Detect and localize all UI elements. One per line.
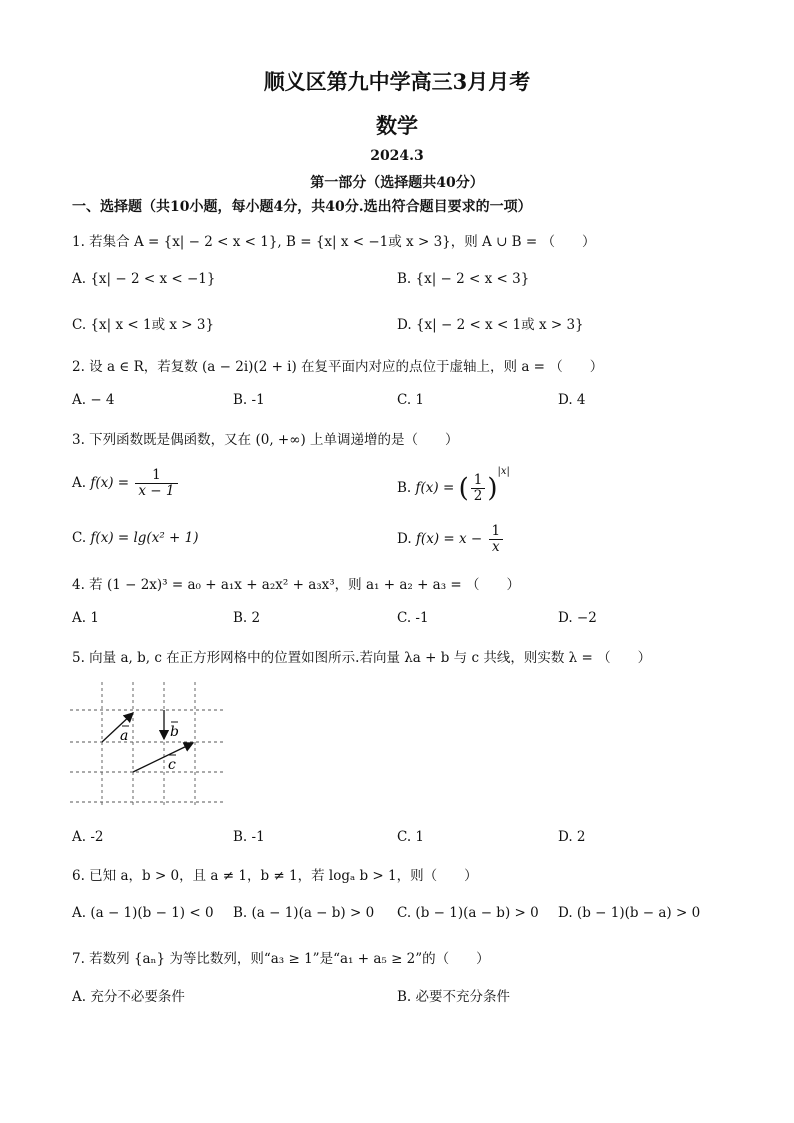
denominator: x − 1 [138, 482, 175, 499]
vector-grid-figure [70, 680, 230, 810]
question-6-option-d: D. (b − 1)(b − a) > 0 [558, 905, 701, 921]
question-7-stem: 7. 若数列 {aₙ} 为等比数列，则“a₃ ≥ 1”是“a₁ + a₅ ≥ 2”的（ ） [72, 951, 490, 967]
question-5-option-c: C. 1 [397, 829, 425, 845]
formula-lhs: f(x) = x − [415, 530, 483, 547]
fraction [471, 473, 486, 504]
question-7-option-a: A. 充分不必要条件 [72, 989, 185, 1005]
denominator: x [491, 538, 500, 555]
question-1-option-c: C. {x| x < 1或 x > 3} [72, 317, 215, 333]
question-6-option-a: A. (a − 1)(b − 1) < 0 [72, 905, 214, 921]
formula-lhs: f(x) = [90, 474, 130, 491]
question-7-option-b: B. 必要不充分条件 [397, 989, 511, 1005]
question-2-option-c: C. 1 [397, 392, 425, 408]
option-label: B. [397, 480, 412, 496]
question-5-option-b: B. -1 [233, 829, 265, 845]
question-2-option-a: A. − 4 [72, 392, 115, 408]
option-label: C. [72, 530, 87, 546]
label-a: a [120, 728, 129, 744]
question-5-option-a: A. -2 [72, 829, 104, 845]
numerator: 1 [135, 468, 177, 484]
denominator: 2 [473, 488, 483, 504]
question-6-stem: 6. 已知 a，b > 0，且 a ≠ 1，b ≠ 1，若 logₐ b > 1，则（ ） [72, 868, 478, 884]
right-paren: ) [487, 473, 498, 504]
exam-date: 2024.3 [370, 148, 424, 164]
question-3-stem: 3. 下列函数既是偶函数，又在 (0, +∞) 上单调递增的是（ ） [72, 432, 459, 448]
question-6-option-c: C. (b − 1)(a − b) > 0 [397, 905, 539, 921]
question-5-option-d: D. 2 [558, 829, 586, 845]
left-paren: ( [458, 473, 469, 504]
question-4-stem: 4. 若 (1 − 2x)³ = a₀ + a₁x + a₂x² + a₃x³，则 a₁ + a₂ + a₃ = （ ） [72, 577, 521, 593]
question-3-option-a [72, 468, 180, 499]
question-4-option-d: D. −2 [558, 610, 597, 626]
option-label: D. [397, 530, 412, 547]
fraction [489, 524, 504, 555]
question-4-option-b: B. 2 [233, 610, 261, 626]
fraction [135, 468, 177, 499]
question-2-stem: 2. 设 a ∈ R，若复数 (a − 2i)(2 + i) 在复平面内对应的点位于虚轴上，则 a = （ ） [72, 359, 604, 375]
numerator: 1 [489, 524, 504, 540]
exam-subject: 数学 [376, 113, 418, 138]
label-b: b [170, 724, 179, 740]
question-2-option-b: B. -1 [233, 392, 265, 408]
question-1-option-a: A. {x| − 2 < x < −1} [72, 271, 216, 287]
question-3-option-c [72, 530, 198, 546]
label-c: c [168, 757, 176, 773]
question-5-stem: 5. 向量 a, b, c 在正方形网格中的位置如图所示.若向量 λa + b 与 c 共线，则实数 λ = （ ） [72, 650, 652, 666]
exam-title: 顺义区第九中学高三3月月考 [263, 69, 531, 94]
formula-lhs: f(x) = [415, 480, 455, 496]
section-heading: 一、选择题（共10小题，每小题4分，共40分.选出符合题目要求的一项） [72, 199, 532, 215]
formula: f(x) = lg(x² + 1) [90, 530, 199, 546]
question-4-option-a: A. 1 [72, 610, 99, 626]
numerator: 1 [471, 473, 486, 489]
question-2-option-d: D. 4 [558, 392, 586, 408]
question-1-option-d: D. {x| − 2 < x < 1或 x > 3} [397, 317, 584, 333]
question-1-option-b: B. {x| − 2 < x < 3} [397, 271, 530, 287]
question-6-option-b: B. (a − 1)(a − b) > 0 [233, 905, 375, 921]
exam-part: 第一部分（选择题共40分） [310, 175, 484, 191]
option-label: A. [72, 474, 87, 491]
vector-c [133, 743, 193, 772]
question-3-option-d [397, 524, 505, 555]
question-4-option-c: C. -1 [397, 610, 429, 626]
exponent: |x| [497, 466, 510, 477]
question-1-stem: 1. 若集合 A = {x| − 2 < x < 1}, B = {x| x < −1或 x > 3}，则 A ∪ B = （ ） [72, 234, 596, 250]
question-3-option-b [397, 466, 510, 504]
